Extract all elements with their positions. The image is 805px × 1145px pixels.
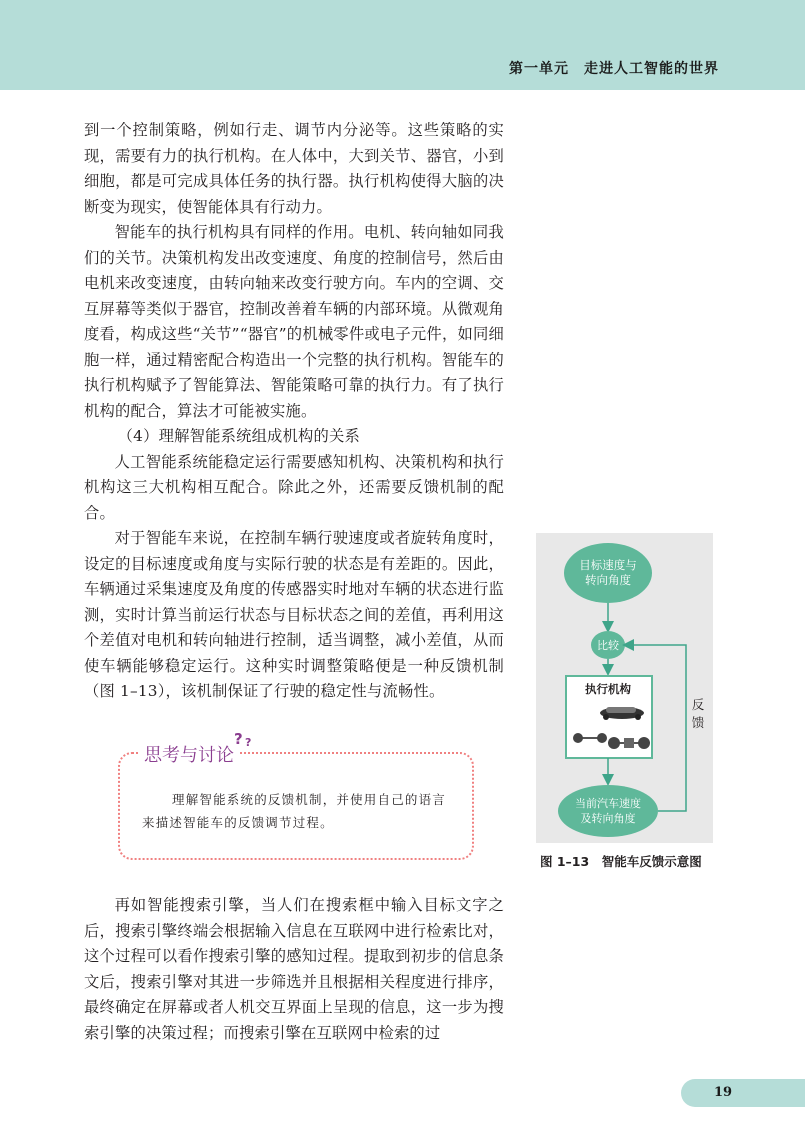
current-state-node [558, 785, 658, 837]
question-mark-icon: ? [245, 736, 252, 749]
paragraph: 对于智能车来说，在控制车辆行驶速度或者旋转角度时，设定的目标速度或角度与实际行驶的状态是有差距的。因此，车辆通过采集速度及角度的传感器实时地对车辆的状态进行监测，实时计算当前运行状态与目标状态之间的差值，再利用这个差值对电机和转向轴进行控制，适当调整，减小差值，从而使车辆能够稳定运行。这种实时调整策略便是一种反馈机制（图 1–13），该机制保证了行驶的稳定性与流畅性。 [84, 529, 504, 700]
paragraph: 智能车的执行机构具有同样的作用。电机、转向轴如同我们的关节。决策机构发出改变速度、角度的控制信号，然后由电机来改变速度，由转向轴来改变行驶方向。车内的空调、交互屏幕等类似于器官，控制改善着车辆的内部环境。从微观角度看，构成这些“关节”“器官”的机械零件或电子元件，如同细胞一样，通过精密配合构造出一个完整的执行机构。智能车的执行机构赋予了智能算法、智能策略可靠的执行力。有了执行机构的配合，算法才可能被实施。 [84, 223, 504, 420]
section-heading: （4）理解智能系统组成机构的关系 [117, 427, 361, 445]
compare-node-label: 比较 [597, 639, 619, 652]
think-discuss-text [142, 788, 452, 834]
paragraph: 到一个控制策略，例如行走、调节内分泌等。这些策略的实现，需要有力的执行机构。在人体中，大到关节、器官，小到细胞，都是可完成具体任务的执行器。执行机构使得大脑的决断变为现实，使智能体具有行动力。 [84, 121, 504, 216]
drive-axle-icon [608, 737, 650, 749]
think-discuss-paragraph: 理解智能系统的反馈机制，并使用自己的语言来描述智能车的反馈调节过程。 [142, 792, 447, 830]
target-node-label: 目标速度与 [579, 558, 637, 572]
paragraph: 再如智能搜索引擎，当人们在搜索框中输入目标文字之后，搜索引擎终端会根据输入信息在互联网中进行检索比对，这个过程可以看作搜索引擎的感知过程。提取到初步的信息条文后，搜索引擎对其进一步筛选并且根据相关程度进行排序，最终确定在屏幕或者人机交互界面上呈现的信息，这一步为搜索引擎的决策过程；而搜索引擎在互联网中检索的过 [84, 896, 504, 1042]
feedback-diagram-svg [536, 533, 713, 843]
target-node-label: 转向角度 [585, 573, 631, 587]
paragraph: 人工智能系统能稳定运行需要感知机构、决策机构和执行机构这三大机构相互配合。除此之外，还需要反馈机制的配合。 [84, 452, 504, 522]
feedback-diagram [536, 533, 713, 843]
current-state-label: 当前汽车速度 [575, 797, 641, 810]
body-text-bottom [84, 893, 504, 1046]
unit-title: 第一单元 走进人工智能的世界 [509, 61, 719, 77]
body-text-top [84, 118, 504, 705]
question-mark-icon: ? [234, 730, 243, 748]
think-discuss-title: 思考与讨论 [140, 741, 238, 767]
actuator-label: 执行机构 [585, 682, 631, 696]
current-state-label: 及转向角度 [580, 812, 636, 825]
page-number: 19 [713, 1085, 733, 1100]
car-chassis-icon [600, 707, 644, 720]
feedback-label: 馈 [691, 715, 705, 730]
figure-caption: 图 1–13 智能车反馈示意图 [540, 854, 702, 869]
feedback-label: 反 [691, 697, 705, 712]
